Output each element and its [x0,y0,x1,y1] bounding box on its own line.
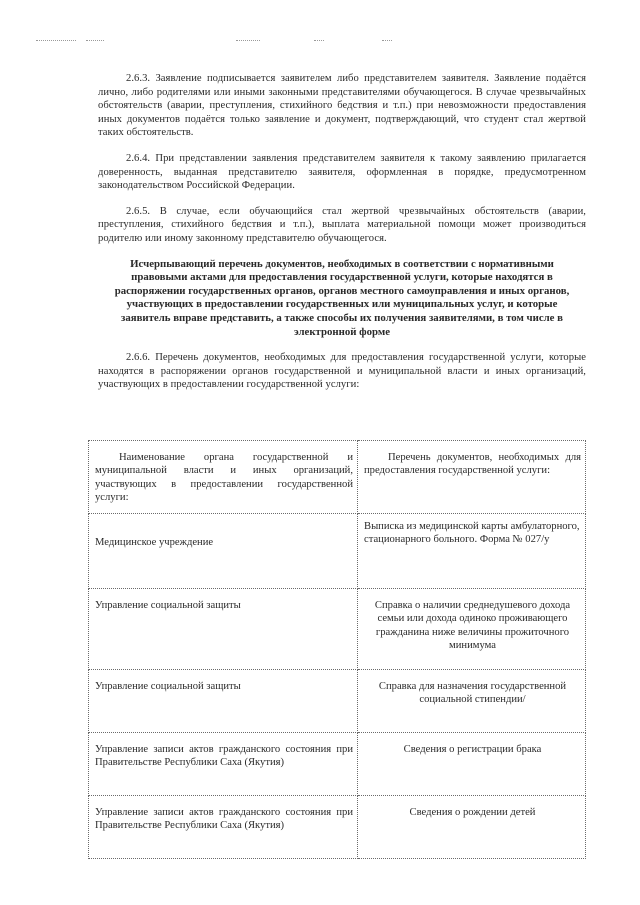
header-org-cell: Наименование органа государственной и муниципальной власти и иных организаций, участвующих в предоставлении государственной услуги: [89,441,358,514]
table-row [89,589,586,670]
document-body [98,72,586,404]
scan-artifact [382,40,392,42]
org-cell: Управление записи актов гражданского состояния при Правительстве Республики Саха (Якутия) [89,796,358,859]
org-cell: Медицинское учреждение [89,514,358,589]
org-cell: Управление социальной защиты [89,589,358,670]
documents-table [88,440,586,859]
table-row [89,670,586,733]
paragraph-2-6-6: 2.6.6. Перечень документов, необходимых для предоставления государственной услуги, которые находятся в распоряжении органов государственной и муниципальной власти и иных организаций, участвующих в предоставлении государственной услуги: [98,352,586,391]
paragraph-2-6-4: 2.6.4. При представлении заявления представителем заявителя к такому заявлению прилагается доверенность, выданная представителю заявителя, оформленная в порядке, предусмотренном законодательством Российской Федерации. [98,152,586,192]
section-title: Исчерпывающий перечень документов, необходимых в соответствии с нормативными правовыми актами для предоставления государственной услуги, которые находятся в распоряжении государственных органов, органов местного самоуправления и иных органов, участвующих в предоставлении государственных или муниципальных услуг, и которые заявитель вправе представить, а также способы их получения заявителями, в том числе в электронной форме [114,257,570,338]
scan-artifact [236,40,260,42]
header-docs-cell: Перечень документов, необходимых для предоставления государственной услуги: [358,441,586,514]
doc-cell: Выписка из медицинской карты амбулаторного, стационарного больного. Форма № 027/у [358,514,586,589]
doc-cell: Справка о наличии среднедушевого дохода семьи или дохода одиноко проживающего гражданина ниже величины прожиточного минимума [358,589,586,670]
table-row [89,514,586,589]
table-row [89,796,586,859]
org-cell: Управление социальной защиты [89,670,358,733]
scan-artifact [314,40,324,42]
paragraph-2-6-3: 2.6.3. Заявление подписывается заявителем либо представителем заявителя. Заявление подаётся лично, либо родителями или иными законными представителями обучающегося. В случае чрезвычайных обстоятельств (аварии, преступления, стихийного бедствия и т.п.) при невозможности предоставления иных документов подаётся только заявление и документ, подтверждающий, что студент стал жертвой таких обстоятельств. [98,73,586,139]
org-cell: Управление записи актов гражданского состояния при Правительстве Республики Саха (Якутия) [89,733,358,796]
doc-cell: Сведения о рождении детей [358,796,586,859]
table-row [89,733,586,796]
doc-cell: Справка для назначения государственной социальной стипендии/ [358,670,586,733]
scan-artifact [36,40,76,42]
doc-cell: Сведения о регистрации брака [358,733,586,796]
scan-artifact [86,40,104,42]
paragraph-2-6-5: 2.6.5. В случае, если обучающийся стал жертвой чрезвычайных обстоятельств (аварии, преступления, стихийного бедствия и т.п.), выплата материальной помощи может производиться родителю или иному законному представителю обучающегося. [98,205,586,244]
table-header-row [89,441,586,514]
